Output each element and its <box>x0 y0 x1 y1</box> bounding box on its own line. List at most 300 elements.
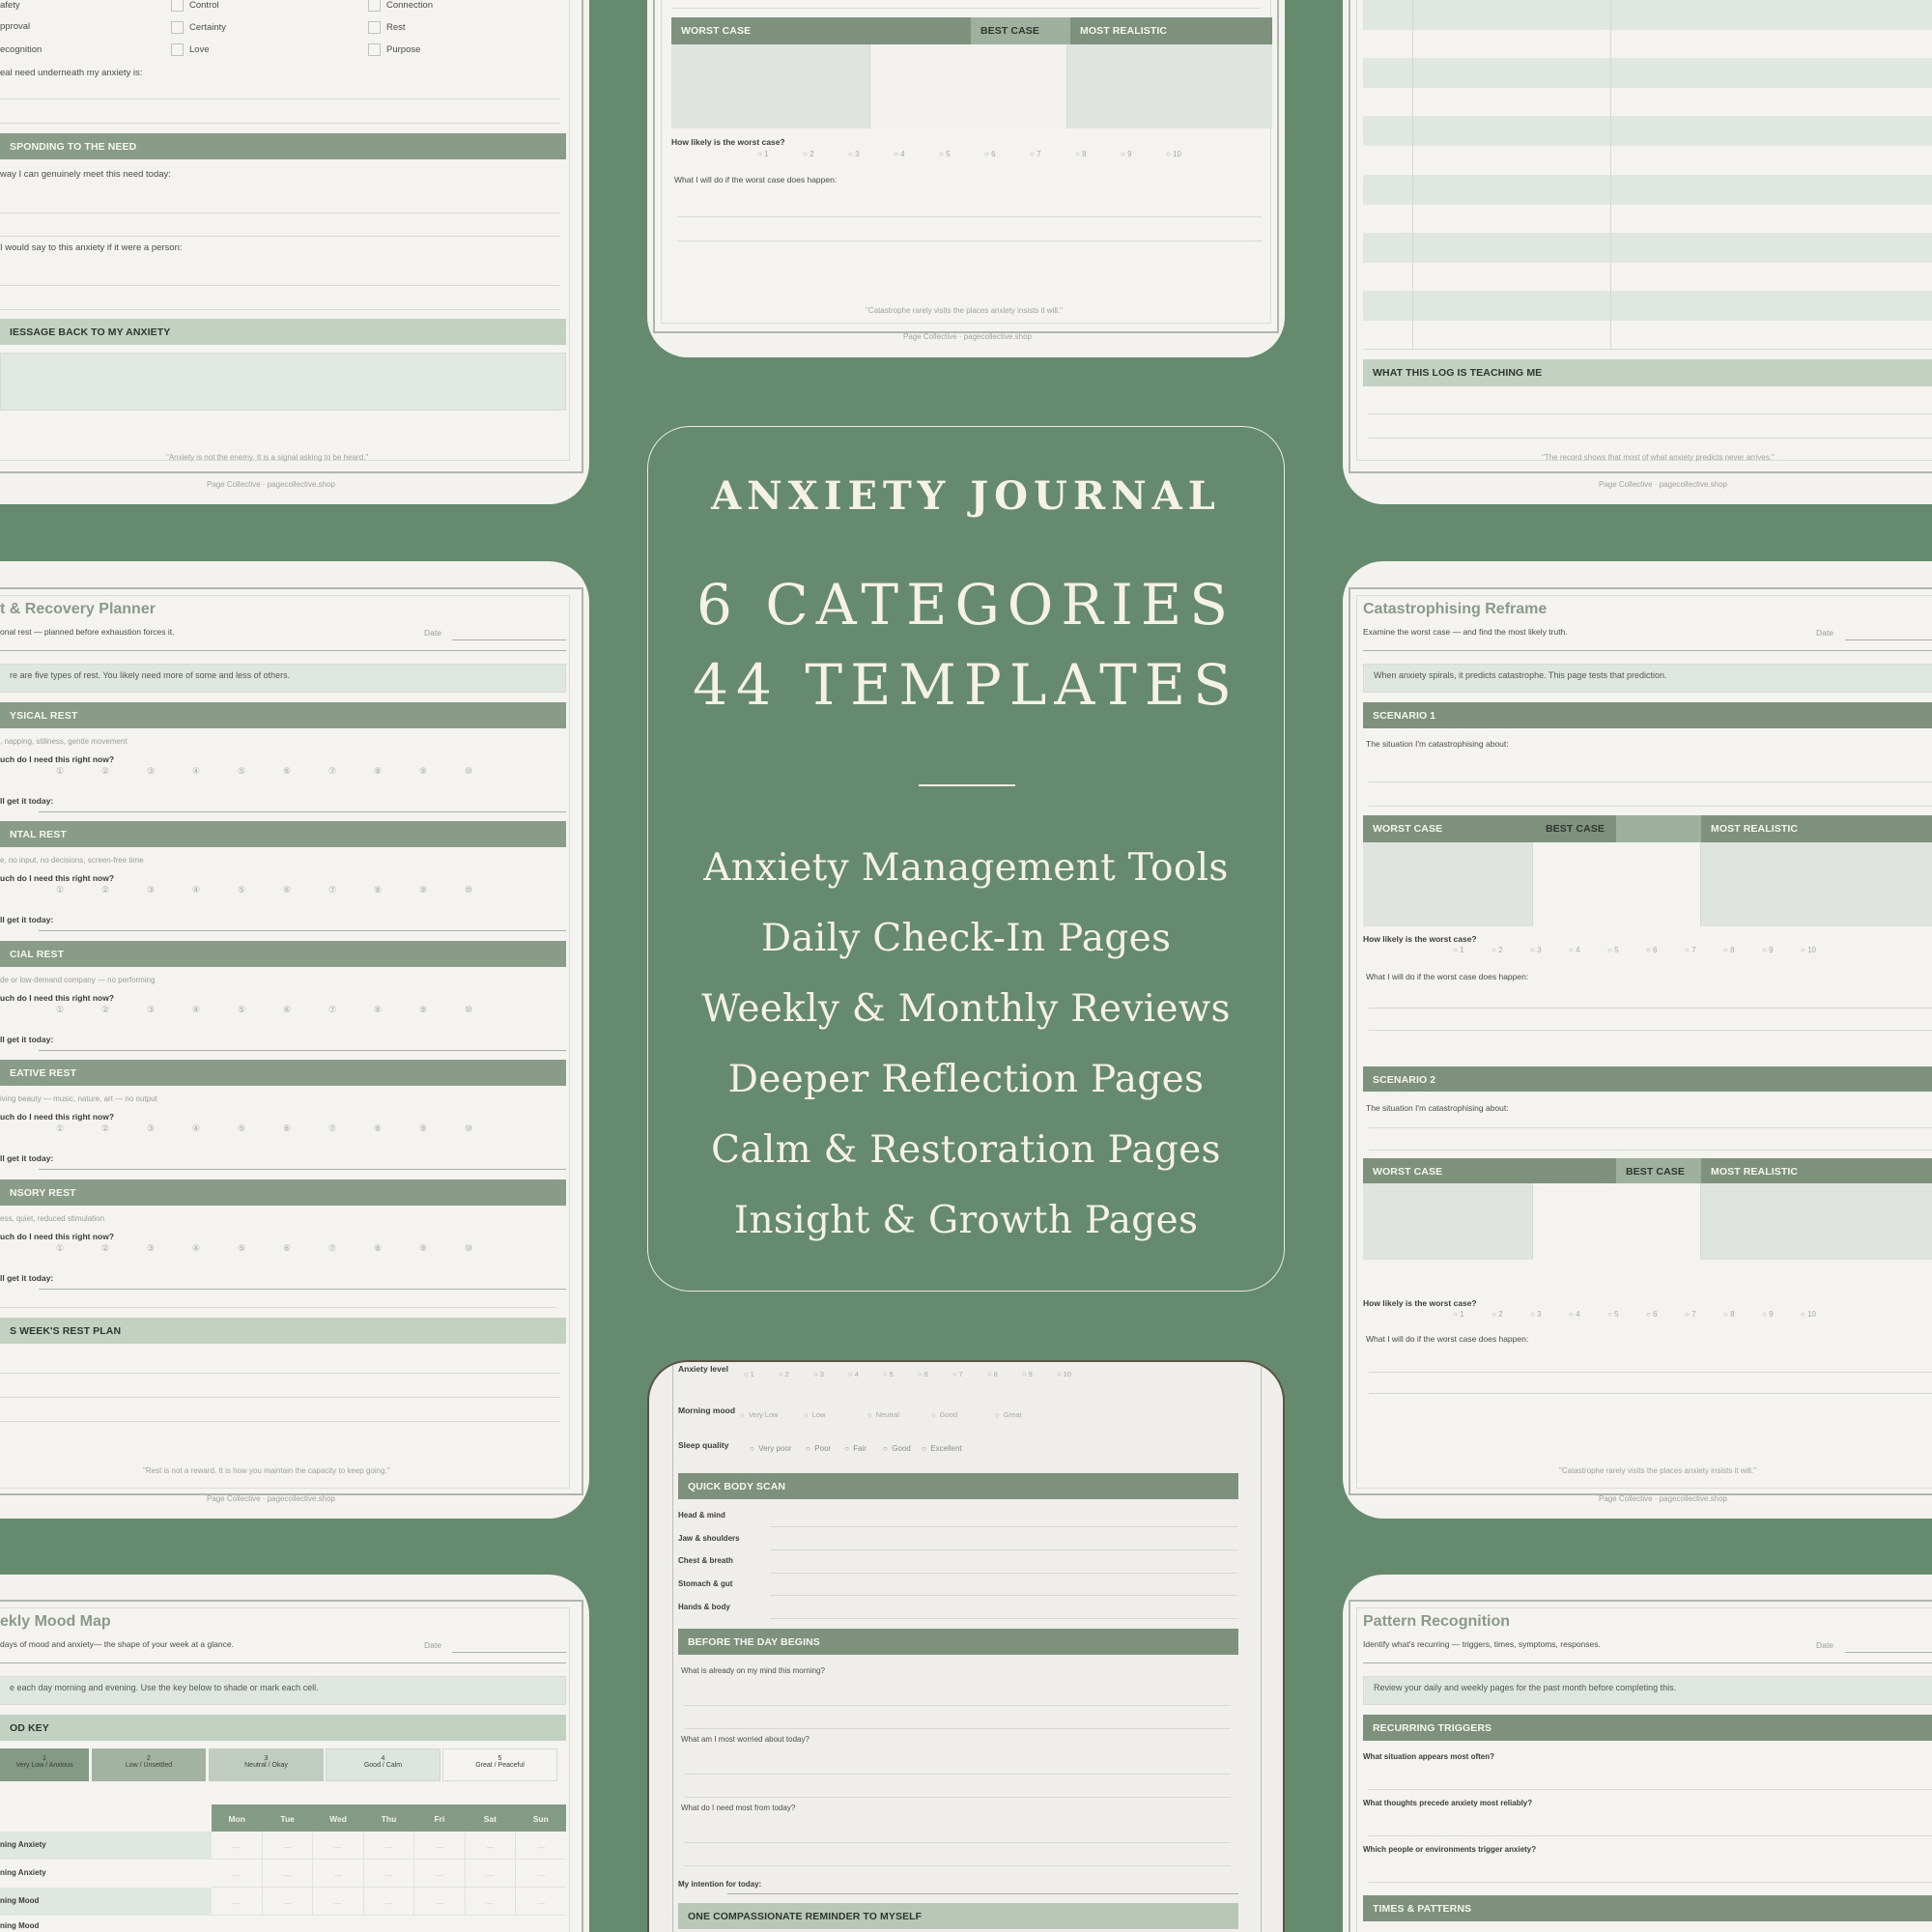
need-question: uch do I need this right now? <box>0 1232 115 1241</box>
day-header: Thu <box>381 1814 397 1824</box>
message-textarea[interactable] <box>0 353 566 411</box>
radio-option[interactable]: ○ 5 <box>1607 1310 1619 1319</box>
radio-option[interactable]: ○ 5 <box>1607 946 1619 954</box>
radio-option[interactable]: ⑤ <box>238 1243 246 1253</box>
write-line[interactable] <box>685 1774 1231 1775</box>
radio-option[interactable]: ○ 2 <box>1492 1310 1503 1319</box>
radio-option[interactable]: ○ 10 <box>1801 1310 1816 1319</box>
radio-option[interactable]: ○ Fair <box>844 1444 867 1453</box>
need-scale[interactable] <box>56 1005 510 1015</box>
col-most-realistic: MOST REALISTIC <box>1701 1158 1932 1183</box>
page-quote: "Anxiety is not the enemy. It is a signal asking to be heard." <box>166 453 369 462</box>
page-quote: "Rest is not a reward. It is how you maintain the capacity to keep going." <box>143 1466 390 1475</box>
write-line[interactable] <box>685 1705 1231 1706</box>
radio-option[interactable]: ⑦ <box>328 1243 337 1253</box>
write-line[interactable] <box>770 1618 1238 1619</box>
radio-option[interactable]: ⑨ <box>419 1123 428 1133</box>
mood-cell[interactable]: — <box>466 1832 517 1859</box>
section-mood-key: OD KEY <box>0 1715 566 1741</box>
rest-block <box>0 941 589 1057</box>
worst-case-input[interactable] <box>1363 1183 1532 1260</box>
checkbox[interactable] <box>368 43 381 56</box>
mood-cell[interactable]: — <box>364 1860 415 1887</box>
col-most-realistic: MOST REALISTIC <box>1701 815 1932 842</box>
table-bottom-rule <box>1363 349 1932 350</box>
get-it-label: ll get it today: <box>0 915 54 924</box>
radio-option[interactable]: ① <box>56 1005 65 1014</box>
radio-option[interactable]: ⑧ <box>374 1243 383 1253</box>
write-line[interactable] <box>0 285 560 286</box>
write-line[interactable] <box>0 123 560 124</box>
mood-cells[interactable] <box>212 1860 566 1888</box>
category-list <box>648 833 1284 1256</box>
mood-cell[interactable]: — <box>313 1832 364 1859</box>
preview-panel-daily-checkin <box>647 1360 1285 1932</box>
radio-option[interactable]: ○ 7 <box>1685 1310 1696 1319</box>
radio-option[interactable]: ○ 8 <box>1075 150 1087 158</box>
mood-cells[interactable] <box>212 1832 566 1860</box>
radio-option[interactable]: ○ 1 <box>1453 1310 1464 1319</box>
rest-hint: iving beauty — music, nature, art — no output <box>0 1094 157 1103</box>
radio-option[interactable]: ○ 2 <box>779 1370 789 1378</box>
radio-option[interactable]: ⑤ <box>238 1123 246 1133</box>
divider <box>919 784 1015 786</box>
radio-option[interactable]: ④ <box>192 1123 201 1133</box>
category-item: Weekly & Monthly Reviews <box>701 987 1231 1031</box>
need-scale[interactable] <box>56 766 510 777</box>
need-option[interactable]: Love <box>171 43 210 56</box>
radio-option[interactable]: ○ 6 <box>918 1370 928 1378</box>
radio-option[interactable]: ② <box>101 766 110 776</box>
radio-option[interactable]: ③ <box>147 1123 156 1133</box>
radio-option[interactable]: ⑩ <box>465 1123 473 1133</box>
need-option[interactable]: Connection <box>368 0 433 12</box>
log-row[interactable] <box>1363 58 1932 88</box>
radio-option[interactable]: ○ 6 <box>1646 946 1658 954</box>
radio-option[interactable]: ③ <box>147 885 156 895</box>
page-quote: "The record shows that most of what anxiety predicts never arrives." <box>1542 453 1775 462</box>
need-question: uch do I need this right now? <box>0 1112 115 1122</box>
sleep-quality-options[interactable] <box>750 1444 980 1453</box>
column-divider <box>1610 0 1611 349</box>
radio-option[interactable]: ⑧ <box>374 1005 383 1014</box>
radio-option[interactable]: ○ Great <box>995 1410 1022 1419</box>
mood-cell[interactable]: — <box>414 1888 466 1915</box>
intention-input[interactable] <box>727 1893 1238 1894</box>
write-line[interactable] <box>1369 781 1932 782</box>
section-scenario-2: SCENARIO 2 <box>1363 1066 1932 1092</box>
checkbox[interactable] <box>368 0 381 12</box>
radio-option[interactable]: ③ <box>147 766 156 776</box>
radio-option[interactable]: ○ 6 <box>1646 1310 1658 1319</box>
worst-case-input[interactable] <box>671 44 869 128</box>
footer-brand: Page Collective · pagecollective.shop <box>903 332 1032 341</box>
radio-option[interactable]: ④ <box>192 1005 201 1014</box>
page-subtitle: Examine the worst case — and find the most likely truth. <box>1363 627 1568 637</box>
realistic-input[interactable] <box>1701 842 1932 926</box>
need-option[interactable]: Certainty <box>171 21 226 34</box>
rest-block <box>0 1179 589 1295</box>
rest-section-header: NTAL REST <box>0 821 566 847</box>
mood-cell[interactable]: — <box>414 1832 466 1859</box>
reflection-prompt: What am I most worried about today? <box>681 1735 810 1744</box>
radio-option[interactable]: ○ Poor <box>806 1444 832 1453</box>
rest-block <box>0 1060 589 1176</box>
radio-option[interactable]: ○ 10 <box>1057 1370 1071 1378</box>
need-question: uch do I need this right now? <box>0 754 115 764</box>
mood-cells[interactable] <box>212 1888 566 1916</box>
radio-option[interactable]: ① <box>56 1243 65 1253</box>
radio-option[interactable]: ○ 1 <box>744 1370 754 1378</box>
radio-option[interactable]: ⑦ <box>328 1123 337 1133</box>
product-summary-card <box>647 426 1285 1292</box>
prompt-real-need: eal need underneath my anxiety is: <box>0 68 143 78</box>
radio-option[interactable]: ⑩ <box>465 1005 473 1014</box>
write-line[interactable] <box>1369 1882 1932 1883</box>
realistic-input[interactable] <box>1067 44 1272 128</box>
mood-cell[interactable]: — <box>212 1832 263 1859</box>
worst-case-input[interactable] <box>1363 842 1532 926</box>
mood-cell[interactable]: — <box>313 1860 364 1887</box>
date-input[interactable] <box>452 639 566 640</box>
radio-option[interactable]: ④ <box>192 766 201 776</box>
write-line[interactable] <box>770 1573 1238 1574</box>
write-line[interactable] <box>0 309 560 310</box>
write-line[interactable] <box>1369 1008 1932 1009</box>
write-line[interactable] <box>770 1549 1238 1550</box>
rest-block <box>0 702 589 818</box>
radio-option[interactable]: ○ 4 <box>1569 946 1580 954</box>
write-line[interactable] <box>0 236 560 237</box>
best-case-input[interactable] <box>1532 842 1701 926</box>
radio-option[interactable]: ⑦ <box>328 766 337 776</box>
radio-option[interactable]: ② <box>101 1123 110 1133</box>
rest-section-header: EATIVE REST <box>0 1060 566 1086</box>
radio-option[interactable]: ○ 10 <box>1166 150 1181 158</box>
prompt-meet-need: way I can genuinely meet this need today: <box>0 169 171 180</box>
table-row <box>0 1860 566 1888</box>
write-line[interactable] <box>1369 1789 1932 1790</box>
radio-option[interactable]: ⑦ <box>328 885 337 895</box>
radio-option[interactable]: ① <box>56 1123 65 1133</box>
write-line[interactable] <box>685 1842 1231 1843</box>
checkbox[interactable] <box>171 0 184 12</box>
sleep-quality-label: Sleep quality <box>678 1440 729 1450</box>
radio-option[interactable]: ○ 9 <box>1762 1310 1774 1319</box>
radio-option[interactable]: ○ 4 <box>1569 1310 1580 1319</box>
section-recurring-triggers: RECURRING TRIGGERS <box>1363 1715 1932 1741</box>
radio-option[interactable]: ○ 4 <box>848 1370 859 1378</box>
radio-option[interactable]: ⑤ <box>238 885 246 895</box>
radio-option[interactable]: ○ 8 <box>1723 1310 1735 1319</box>
mood-cell[interactable]: — <box>414 1860 466 1887</box>
need-scale[interactable] <box>56 1243 510 1254</box>
radio-option[interactable]: ○ Excellent <box>922 1444 962 1453</box>
checkbox[interactable] <box>171 43 184 56</box>
morning-mood-label: Morning mood <box>678 1406 736 1415</box>
body-part-label: Hands & body <box>678 1603 730 1611</box>
info-note: Review your daily and weekly pages for the past month before completing this. <box>1363 1676 1932 1705</box>
radio-option[interactable]: ○ 7 <box>1030 150 1041 158</box>
product-kicker: ANXIETY JOURNAL <box>711 473 1221 519</box>
header-rule <box>1363 650 1932 651</box>
radio-option[interactable]: ③ <box>147 1243 156 1253</box>
write-line[interactable] <box>671 8 1261 9</box>
radio-option[interactable]: ⑩ <box>465 1243 473 1253</box>
likelihood-scale[interactable] <box>1453 946 1839 954</box>
likelihood-scale[interactable] <box>1453 1310 1839 1319</box>
mood-key-1 <box>0 1748 89 1781</box>
radio-option[interactable]: ○ Very poor <box>750 1444 792 1453</box>
write-line[interactable] <box>1369 1393 1932 1394</box>
col-best-case: BEST CASE <box>1616 1158 1701 1183</box>
mood-cells[interactable] <box>212 1916 566 1932</box>
body-part-label: Jaw & shoulders <box>678 1534 740 1543</box>
section-responding: SPONDING TO THE NEED <box>0 133 566 159</box>
write-line[interactable] <box>0 1373 560 1374</box>
radio-option[interactable]: ○ 5 <box>883 1370 894 1378</box>
footer-brand: Page Collective · pagecollective.shop <box>1599 480 1727 489</box>
mood-key-label: Very Low / Anxious <box>15 1762 73 1769</box>
preview-panel-catastrophising-top <box>647 0 1285 357</box>
radio-option[interactable]: ○ Good <box>883 1444 911 1453</box>
radio-option[interactable]: ② <box>101 885 110 895</box>
radio-option[interactable]: ⑨ <box>419 1005 428 1014</box>
write-line[interactable] <box>770 1526 1238 1527</box>
anxiety-level-scale[interactable] <box>744 1370 1092 1378</box>
radio-option[interactable]: ⑨ <box>419 766 428 776</box>
radio-option[interactable]: ○ 3 <box>848 150 860 158</box>
radio-option[interactable]: ○ 2 <box>803 150 814 158</box>
write-line[interactable] <box>39 1050 566 1051</box>
mood-cell[interactable]: — <box>313 1888 364 1915</box>
radio-option[interactable]: ⑥ <box>283 1243 292 1253</box>
write-line[interactable] <box>1369 1127 1932 1128</box>
likelihood-question: How likely is the worst case? <box>1363 934 1477 944</box>
need-scale[interactable] <box>56 1123 510 1134</box>
radio-option[interactable]: ② <box>101 1005 110 1014</box>
mood-cell[interactable]: — <box>537 1843 546 1852</box>
row-label: ning Mood <box>0 1921 40 1930</box>
radio-option[interactable]: ⑤ <box>238 1005 246 1014</box>
mood-cell[interactable]: — <box>263 1888 314 1915</box>
radio-option[interactable]: ⑧ <box>374 766 383 776</box>
info-note: e each day morning and evening. Use the key below to shade or mark each cell. <box>0 1676 566 1705</box>
radio-option[interactable]: ⑨ <box>419 1243 428 1253</box>
date-input[interactable] <box>1845 1652 1932 1653</box>
get-it-label: ll get it today: <box>0 796 54 806</box>
radio-option[interactable]: ○ 7 <box>952 1370 963 1378</box>
day-header: Mon <box>228 1814 245 1824</box>
need-question: uch do I need this right now? <box>0 993 115 1003</box>
category-item: Daily Check-In Pages <box>760 917 1172 960</box>
need-option[interactable]: Rest <box>368 21 406 34</box>
radio-option[interactable]: ○ 2 <box>1492 946 1503 954</box>
radio-option[interactable]: ⑩ <box>465 766 473 776</box>
write-line[interactable] <box>0 1421 560 1422</box>
trigger-question: What situation appears most often? <box>1363 1752 1495 1761</box>
radio-option[interactable]: ○ 3 <box>1530 1310 1542 1319</box>
write-line[interactable] <box>1369 1372 1932 1373</box>
radio-option[interactable]: ○ Very Low <box>740 1410 779 1419</box>
mood-key-number: 4 <box>381 1755 385 1762</box>
radio-option[interactable]: ○ 5 <box>939 150 951 158</box>
mood-cell[interactable]: — <box>466 1860 517 1887</box>
rest-hint: de or low-demand company — no performing <box>0 976 156 984</box>
day-header: Fri <box>434 1814 445 1824</box>
mood-key-label: Great / Peaceful <box>475 1762 525 1769</box>
date-input[interactable] <box>452 1652 566 1653</box>
need-option[interactable]: Purpose <box>368 43 420 56</box>
write-line[interactable] <box>677 216 1262 217</box>
radio-option[interactable]: ○ 9 <box>1762 946 1774 954</box>
mood-cell[interactable]: — <box>263 1860 314 1887</box>
radio-option[interactable]: ① <box>56 885 65 895</box>
mood-cell[interactable]: — <box>537 1871 546 1880</box>
mood-cell[interactable]: — <box>212 1888 263 1915</box>
header-gap <box>1616 815 1701 842</box>
radio-option[interactable]: ② <box>101 1243 110 1253</box>
prompt-what-i-will-do: What I will do if the worst case does happen: <box>674 175 838 185</box>
situation-prompt: The situation I'm catastrophising about: <box>1366 1103 1509 1113</box>
checkbox[interactable] <box>368 21 381 34</box>
radio-option[interactable]: ⑥ <box>283 1123 292 1133</box>
radio-option[interactable]: ⑩ <box>465 885 473 895</box>
mood-key-3 <box>209 1748 324 1781</box>
log-row[interactable] <box>1363 0 1932 30</box>
realistic-input[interactable] <box>1701 1183 1932 1260</box>
preview-panel-needs-page <box>0 0 589 504</box>
radio-option[interactable]: ④ <box>192 1243 201 1253</box>
get-it-label: ll get it today: <box>0 1153 54 1163</box>
mood-key-5 <box>442 1748 557 1781</box>
mood-cell[interactable]: — <box>537 1899 546 1908</box>
write-line[interactable] <box>685 1797 1231 1798</box>
mood-cell[interactable]: — <box>364 1832 415 1859</box>
write-line[interactable] <box>0 1397 560 1398</box>
radio-option[interactable]: ⑦ <box>328 1005 337 1014</box>
radio-option[interactable]: ○ Neutral <box>867 1410 899 1419</box>
radio-option[interactable]: ⑨ <box>419 885 428 895</box>
header-rule <box>1363 1662 1932 1663</box>
intention-label: My intention for today: <box>678 1880 762 1889</box>
body-part-label: Chest & breath <box>678 1556 733 1565</box>
radio-option[interactable]: ○ 9 <box>1121 150 1132 158</box>
log-row[interactable] <box>1363 116 1932 146</box>
radio-option[interactable]: ○ 8 <box>1723 946 1735 954</box>
info-note: When anxiety spirals, it predicts catastrophe. This page tests that prediction. <box>1363 664 1932 693</box>
radio-option[interactable]: ○ 8 <box>987 1370 998 1378</box>
log-row[interactable] <box>1363 233 1932 263</box>
write-line[interactable] <box>677 241 1262 242</box>
mood-key-label: Low / Unsettled <box>125 1762 173 1769</box>
divider <box>0 1307 556 1308</box>
write-line[interactable] <box>770 1595 1238 1596</box>
rest-section-header: NSORY REST <box>0 1179 566 1206</box>
log-row[interactable] <box>1363 291 1932 321</box>
write-line[interactable] <box>1369 1150 1932 1151</box>
radio-option[interactable]: ○ 6 <box>984 150 996 158</box>
morning-mood-options[interactable] <box>740 1410 1059 1419</box>
reflection-prompt: What is already on my mind this morning? <box>681 1666 825 1675</box>
radio-option[interactable]: ⑧ <box>374 1123 383 1133</box>
radio-option[interactable]: ⑤ <box>238 766 246 776</box>
prompt-what-i-will-do: What I will do if the worst case does happen: <box>1366 1334 1529 1344</box>
need-option: pproval <box>0 21 31 32</box>
mood-cell[interactable]: — <box>263 1832 314 1859</box>
write-line[interactable] <box>1369 1030 1932 1031</box>
write-line[interactable] <box>1369 806 1932 807</box>
write-line[interactable] <box>685 1728 1231 1729</box>
radio-option[interactable]: ○ 1 <box>1453 946 1464 954</box>
radio-option[interactable]: ④ <box>192 885 201 895</box>
write-line[interactable] <box>39 1289 566 1290</box>
radio-option[interactable]: ○ 7 <box>1685 946 1696 954</box>
write-line[interactable] <box>39 811 566 812</box>
section-compassionate-reminder: ONE COMPASSIONATE REMINDER TO MYSELF <box>678 1903 1238 1929</box>
col-best-case: BEST CASE <box>971 17 1070 44</box>
col-worst-case: WORST CASE <box>1363 1158 1616 1183</box>
checkbox[interactable] <box>171 21 184 34</box>
radio-option[interactable]: ⑥ <box>283 885 292 895</box>
mood-key-number: 1 <box>43 1755 46 1762</box>
best-case-input[interactable] <box>869 44 1067 128</box>
table-row <box>0 1916 566 1932</box>
page-subtitle: onal rest — planned before exhaustion forces it. <box>0 627 175 637</box>
mood-key-label: Neutral / Okay <box>244 1762 288 1769</box>
need-option[interactable]: Control <box>171 0 219 12</box>
likelihood-scale[interactable] <box>757 150 1211 158</box>
radio-option[interactable]: ① <box>56 766 65 776</box>
write-line[interactable] <box>685 1865 1231 1866</box>
mood-key-2 <box>92 1748 206 1781</box>
radio-option[interactable]: ○ 10 <box>1801 946 1816 954</box>
mood-cell[interactable]: — <box>364 1888 415 1915</box>
write-line[interactable] <box>1369 1835 1932 1836</box>
radio-option[interactable]: ○ 3 <box>1530 946 1542 954</box>
radio-option[interactable]: ③ <box>147 1005 156 1014</box>
radio-option[interactable]: ○ 4 <box>894 150 905 158</box>
category-item: Insight & Growth Pages <box>733 1199 1199 1242</box>
situation-prompt: The situation I'm catastrophising about: <box>1366 739 1509 749</box>
write-line[interactable] <box>1369 438 1932 439</box>
day-header-row <box>212 1804 566 1832</box>
radio-option[interactable]: ○ Low <box>804 1410 826 1419</box>
log-row[interactable] <box>1363 175 1932 205</box>
need-option: ecognition <box>0 44 43 55</box>
mood-key-4 <box>326 1748 440 1781</box>
radio-option[interactable]: ⑧ <box>374 885 383 895</box>
write-line[interactable] <box>39 1169 566 1170</box>
day-header: Tue <box>280 1814 295 1824</box>
radio-option[interactable]: ○ 1 <box>757 150 769 158</box>
mood-cell[interactable]: — <box>466 1888 517 1915</box>
need-scale[interactable] <box>56 885 510 895</box>
likelihood-question: How likely is the worst case? <box>1363 1298 1477 1308</box>
get-it-label: ll get it today: <box>0 1035 54 1044</box>
write-line[interactable] <box>39 930 566 931</box>
mood-cell[interactable]: — <box>212 1860 263 1887</box>
radio-option[interactable]: ○ Good <box>931 1410 958 1419</box>
date-input[interactable] <box>1845 639 1932 640</box>
radio-option[interactable]: ○ 3 <box>813 1370 824 1378</box>
best-case-input[interactable] <box>1532 1183 1701 1260</box>
write-line[interactable] <box>1369 413 1932 414</box>
radio-option[interactable]: ⑥ <box>283 766 292 776</box>
radio-option[interactable]: ○ 9 <box>1022 1370 1033 1378</box>
preview-panel-pattern-recognition <box>1343 1575 1932 1932</box>
radio-option[interactable]: ⑥ <box>283 1005 292 1014</box>
